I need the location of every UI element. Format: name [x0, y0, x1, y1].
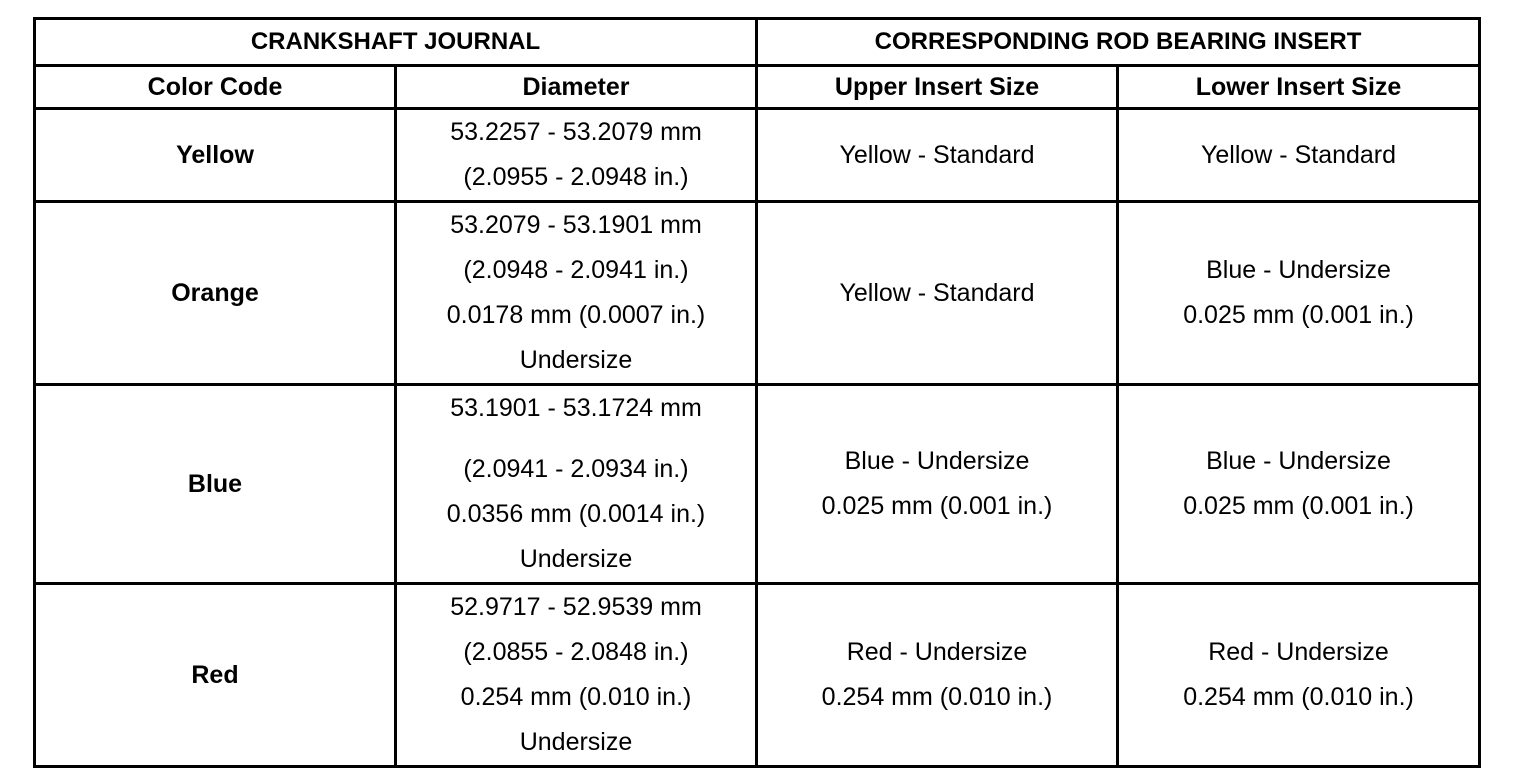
upper-insert-cell	[757, 584, 1118, 767]
diameter-line: (2.0955 - 2.0948 in.)	[463, 163, 689, 191]
diameter-line: 0.254 mm (0.010 in.)	[460, 683, 692, 711]
lower-insert-header: Lower Insert Size	[1118, 66, 1480, 109]
upper-insert-cell	[757, 385, 1118, 584]
lower-insert-line: Yellow - Standard	[1201, 140, 1397, 169]
table-row	[35, 202, 1480, 385]
color-code-cell: Red	[35, 584, 396, 767]
diameter-line: 53.2257 - 53.2079 mm	[450, 118, 702, 146]
color-code-cell: Yellow	[35, 109, 396, 202]
color-code-cell: Orange	[35, 202, 396, 385]
diameter-cell	[396, 385, 757, 584]
diameter-line: (2.0948 - 2.0941 in.)	[463, 256, 689, 284]
color-code-header: Color Code	[35, 66, 396, 109]
lower-insert-cell	[1118, 584, 1480, 767]
upper-insert-line: Yellow - Standard	[839, 278, 1035, 307]
color-code-cell: Blue	[35, 385, 396, 584]
upper-insert-cell	[757, 109, 1118, 202]
upper-insert-line: Yellow - Standard	[839, 140, 1035, 169]
diameter-line: Undersize	[519, 545, 633, 573]
lower-insert-line: 0.025 mm (0.001 in.)	[1183, 492, 1414, 520]
lower-insert-line: Blue - Undersize	[1206, 447, 1391, 475]
bearing-table-container	[33, 17, 1478, 756]
bearing-insert-table	[33, 17, 1481, 768]
diameter-line: 0.0356 mm (0.0014 in.)	[446, 500, 706, 528]
diameter-line: (2.0941 - 2.0934 in.)	[463, 455, 689, 483]
upper-insert-cell	[757, 202, 1118, 385]
lower-insert-line: Blue - Undersize	[1206, 256, 1391, 284]
lower-insert-cell	[1118, 202, 1480, 385]
group-header-row	[35, 19, 1480, 66]
diameter-line: Undersize	[519, 346, 633, 374]
lower-insert-line: 0.025 mm (0.001 in.)	[1183, 301, 1414, 329]
diameter-line: 53.2079 - 53.1901 mm	[450, 211, 702, 239]
lower-insert-line: Red - Undersize	[1208, 638, 1389, 666]
table-row	[35, 109, 1480, 202]
diameter-cell	[396, 584, 757, 767]
upper-insert-line: Blue - Undersize	[844, 447, 1030, 475]
diameter-line: Undersize	[519, 728, 633, 756]
diameter-cell	[396, 109, 757, 202]
diameter-line: 0.0178 mm (0.0007 in.)	[446, 301, 706, 329]
diameter-line: 53.1901 - 53.1724 mm	[450, 394, 702, 422]
column-header-row	[35, 66, 1480, 109]
upper-insert-line: 0.025 mm (0.001 in.)	[821, 492, 1053, 520]
lower-insert-line: 0.254 mm (0.010 in.)	[1183, 683, 1414, 711]
diameter-line: 52.9717 - 52.9539 mm	[450, 593, 702, 621]
diameter-header: Diameter	[396, 66, 757, 109]
lower-insert-cell	[1118, 385, 1480, 584]
crankshaft-journal-header: CRANKSHAFT JOURNAL	[35, 19, 757, 66]
upper-insert-line: Red - Undersize	[846, 638, 1028, 666]
upper-insert-header: Upper Insert Size	[757, 66, 1118, 109]
table-row	[35, 584, 1480, 767]
lower-insert-cell	[1118, 109, 1480, 202]
diameter-line: (2.0855 - 2.0848 in.)	[463, 638, 689, 666]
upper-insert-line: 0.254 mm (0.010 in.)	[821, 683, 1053, 711]
table-row	[35, 385, 1480, 584]
diameter-cell	[396, 202, 757, 385]
rod-bearing-insert-header: CORRESPONDING ROD BEARING INSERT	[757, 19, 1480, 66]
